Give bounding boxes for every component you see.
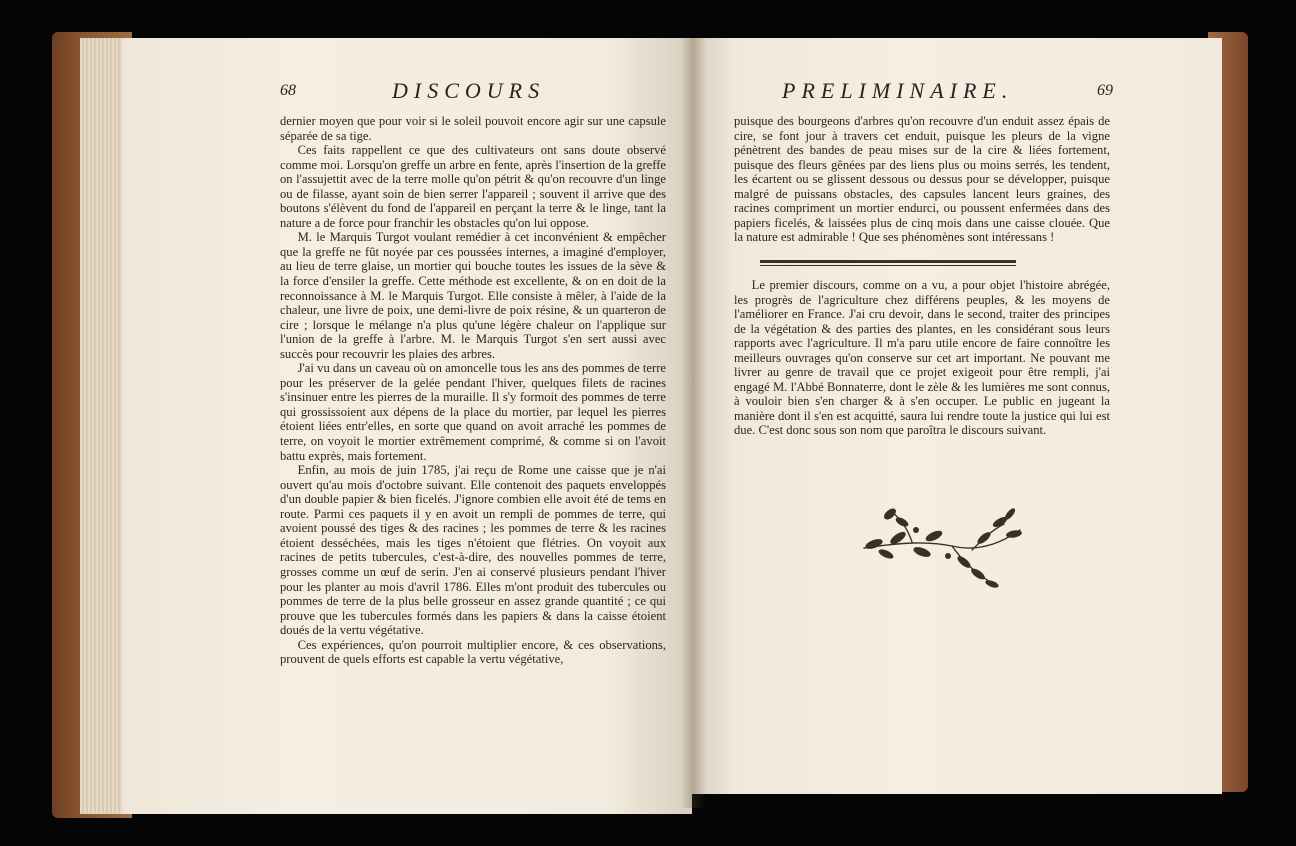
left-paragraph: Ces faits rappellent ce que des cultivateurs ont sans doute observé comme moi. Lorsqu'on greffe un arbre en fente, après l'insertion de la greffe on l'assujettit avec de la terre molle qu'on pétrit & qu'on recouvre d'un linge ou de filasse, ayant soin de bien serrer l'appareil ; souvent il arrive que des boutons s'élèvent du fond de l'appareil en perçant la terre & le linge, tant la nature a de force pour franchir les obstacles qu'on lui oppose. bbox=[280, 143, 666, 230]
left-paragraph: M. le Marquis Turgot voulant remédier à cet inconvénient & empêcher que la greffe ne fût noyée par ces poussées internes, a imaginé d'employer, au lieu de terre glaise, un mortier qui bouche toutes les issues de la sève & la force d'ensiler la greffe. Cette méthode est excellente, & on en doit de la reconnoissance à M. le Marquis Turgot. Elle consiste à mêler, à l'aide de la chaleur, une livre de poix, une demi-livre de poix résine, & un quarteron de cire ; lorsque le mélange n'a plus qu'une légère chaleur on l'applique sur l'union de la greffe à l'arbre. M. le Marquis Turgot s'en sert aussi avec succès pour recouvrir les plaies des arbres. bbox=[280, 230, 666, 361]
right-page-number: 69 bbox=[1097, 82, 1113, 99]
left-page bbox=[122, 38, 692, 814]
open-book bbox=[52, 30, 1248, 820]
left-paragraph: dernier moyen que pour voir si le soleil pouvoit encore agir sur une capsule séparée de sa tige. bbox=[280, 114, 666, 143]
left-page-number: 68 bbox=[280, 82, 296, 99]
left-paragraph: J'ai vu dans un caveau où on amoncelle tous les ans des pommes de terre pour les préserver de la gelée pendant l'hiver, quelques filets de racines s'insinuer entre les pierres de la muraille. Il s'y formoit des pommes de terre qui grossissoient aux dépens de la place du mortier, par lequel les pierres étoient liées entr'elles, en sorte que quand on avoit arraché les pommes de terre, on voyoit le mortier extrêmement comprimé, & comme si on l'avoit battu exprès, mais fortement. bbox=[280, 361, 666, 463]
right-paragraph: puisque des bourgeons d'arbres qu'on recouvre d'un enduit assez épais de cire, se font jour à travers cet enduit, puisque les pleurs de la vigne pénètrent des bandes de peau mises sur de la cire & liées fortement, puisque des fleurs gênées par des liens plus ou moins serrés, les tendent, les écartent ou se glissent dessous ou dessus pour se développer, puisque malgré de puissans obstacles, des capsules lancent leurs graines, des racines compriment un mortier endurci, ou poussent enfermées dans des papiers ficelés, & laissées plus de cinq mois dans une caisse clouée. Que la nature est admirable ! Que ses phénomènes sont intéressans ! bbox=[734, 114, 1110, 245]
right-running-header: PRELIMINAIRE. bbox=[782, 78, 1014, 103]
book-gutter-shadow bbox=[680, 38, 706, 808]
left-paragraph: Enfin, au mois de juin 1785, j'ai reçu de Rome une caisse que je n'ai ouvert qu'au mois d'octobre suivant. Elle contenoit des paquets enveloppés d'un double papier & bien ficelés. J'ignore combien elle avoit été de tems en route. Parmi ces paquets il y en avoit un rempli de pommes de terre, qui avoient poussé des tiges & des racines ; les pommes de terre & les racines étoient desséchées, mais les tiges n'étoient que flétries. On voyoit aux racines de petits tubercules, c'est-à-dire, des nouvelles pommes de terre, grosses comme un œuf de serin. J'en ai conservé plusieurs pendant l'hiver pour les planter au mois d'avril 1786. Elles m'ont produit des tubercules ou pommes de terre de la plus belle grosseur en assez grande quantité ; ce qui prouve que les tubercules formés dans les papiers & dans la caisse étoient doués de la vertu végétative. bbox=[280, 463, 666, 638]
separator-rule-thick bbox=[760, 260, 1016, 263]
left-paragraph: Ces expériences, qu'on pourroit multiplier encore, & ces observations, prouvent de quels efforts est capable la vertu végétative, bbox=[280, 637, 666, 667]
right-body-text-bottom bbox=[734, 278, 1110, 438]
separator-rule-thin bbox=[760, 265, 1016, 266]
floral-branch-ornament bbox=[852, 500, 1028, 592]
left-running-header: DISCOURS bbox=[392, 78, 546, 103]
right-paragraph: Le premier discours, comme on a vu, a pour objet l'histoire abrégée, les progrès de l'agriculture chez différens peuples, & les moyens de l'améliorer en France. J'ai cru devoir, dans le second, traiter des principes de la végétation & des parties des plantes, en les considérant sous leurs rapports avec l'agriculture. Il m'a paru utile encore de faire connoître les meilleurs ouvrages qu'on conserve sur cet art important. Ne pouvant me livrer au genre de travail que ce projet exigeoit pour être rempli, j'ai engagé M. l'Abbé Bonnaterre, dont le zèle & les lumières me sont connus, à vouloir bien s'en charger & à s'en occuper. Le public en jugeant la manière dont il s'en est acquitté, saura lui rendre toute la justice qui lui est due. C'est donc sous son nom que paroîtra le discours suivant. bbox=[734, 278, 1110, 438]
left-body-text bbox=[280, 114, 666, 667]
right-body-text-top bbox=[734, 114, 1110, 245]
right-page bbox=[692, 38, 1222, 794]
